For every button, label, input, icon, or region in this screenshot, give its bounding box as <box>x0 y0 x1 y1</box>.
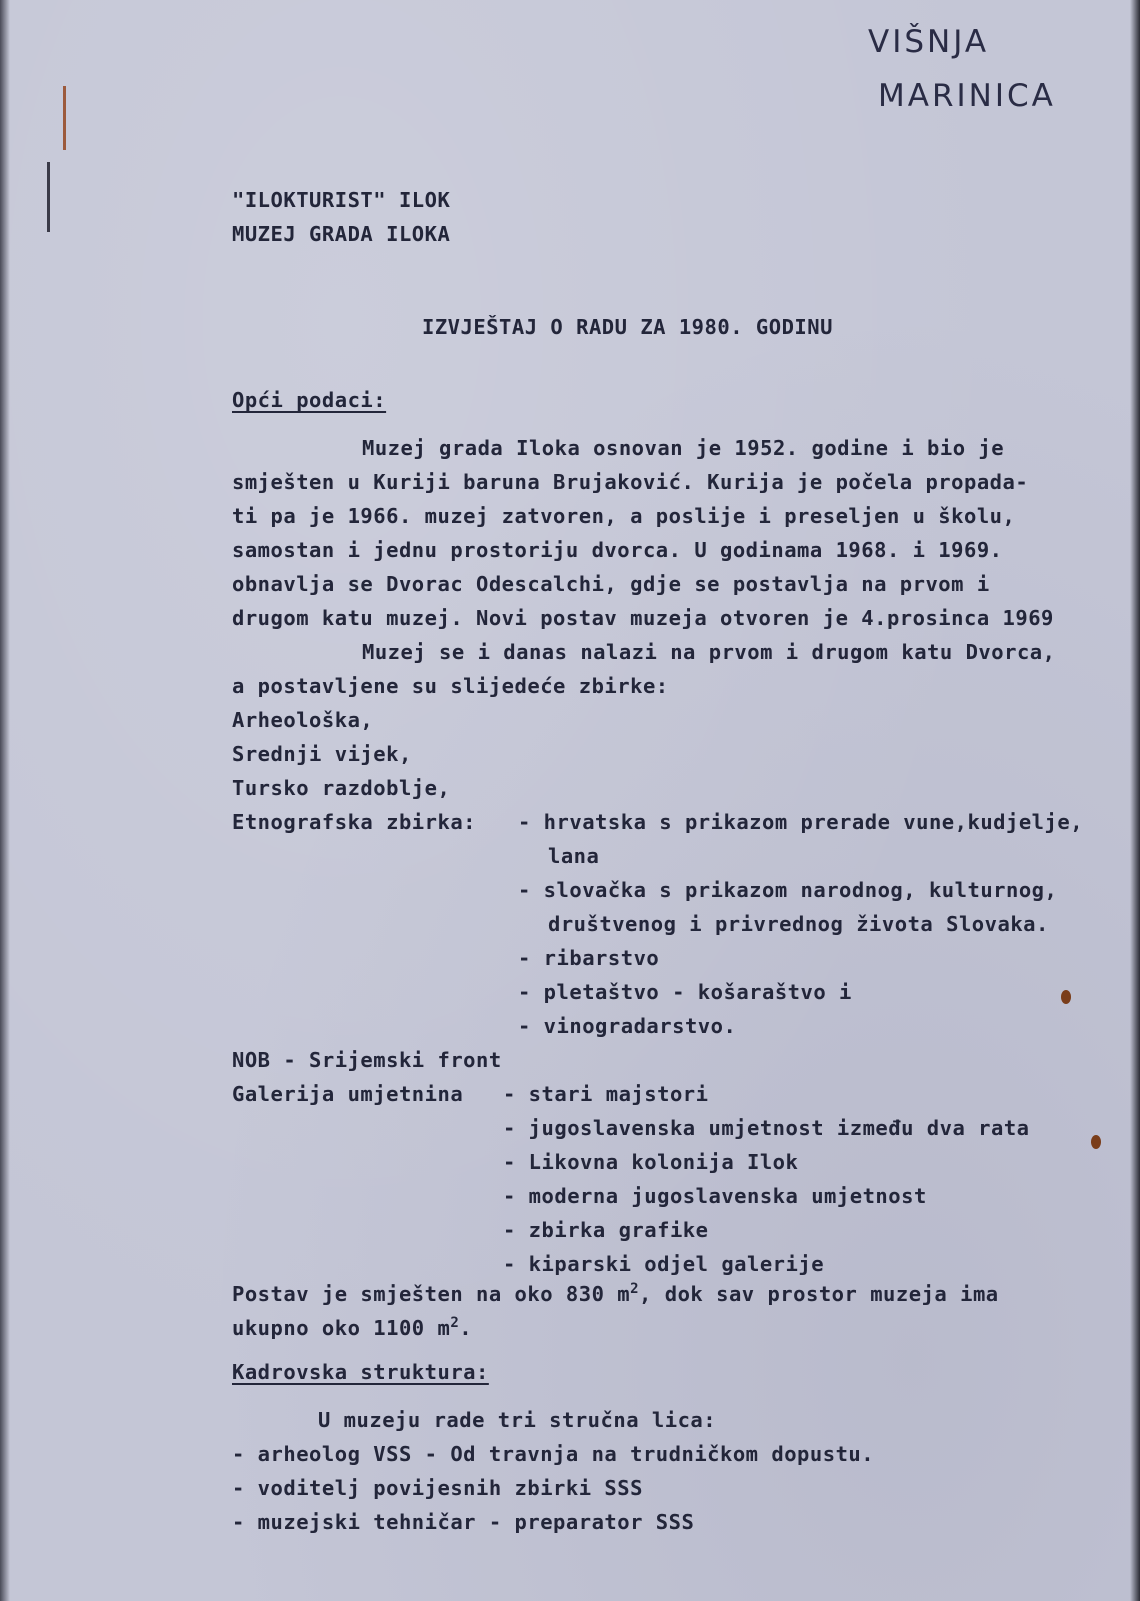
binder-mark-bottom <box>47 162 50 232</box>
ethnographic-subitem: lana <box>548 844 600 868</box>
collection-item: Srednji vijek, <box>232 742 412 766</box>
ink-spot <box>1091 1135 1101 1149</box>
collection-item: Arheološka, <box>232 708 374 732</box>
superscript-2: 2 <box>450 1315 460 1332</box>
ethnographic-subitem: društvenog i privrednog života Slovaka. <box>548 912 1049 936</box>
right-edge-shadow <box>1130 0 1140 1601</box>
superscript-2: 2 <box>630 1281 640 1298</box>
staff-item: - muzejski tehničar - preparator SSS <box>232 1510 695 1534</box>
paragraph-line: a postavljene su slijedeće zbirke: <box>232 674 669 698</box>
paragraph-line: drugom katu muzej. Novi postav muzeja otvoren je 4.prosinca 1969 <box>232 606 1054 630</box>
area-line-1-tail: , dok sav prostor muzeja ima <box>639 1282 999 1306</box>
staff-intro: U muzeju rade tri stručna lica: <box>318 1408 717 1432</box>
ethnographic-subitem: - hrvatska s prikazom prerade vune,kudjelje, <box>518 810 1084 834</box>
paragraph-line: samostan i jednu prostoriju dvorca. U godinama 1968. i 1969. <box>232 538 1003 562</box>
area-line-2-tail: . <box>459 1316 473 1340</box>
area-line-1-text: Postav je smješten na oko 830 m <box>232 1282 631 1306</box>
handwritten-note-line2: MARINICA <box>878 78 1056 114</box>
gallery-subitem: - jugoslavenska umjetnost između dva rata <box>503 1116 1030 1140</box>
area-line-2 <box>232 1316 472 1340</box>
binder-mark-top <box>63 86 66 150</box>
paragraph-line: Muzej se i danas nalazi na prvom i drugom katu Dvorca, <box>362 640 1056 664</box>
gallery-subitem: - zbirka grafike <box>503 1218 709 1242</box>
gallery-subitem: - moderna jugoslavenska umjetnost <box>503 1184 927 1208</box>
paragraph-line: obnavlja se Dvorac Odescalchi, gdje se postavlja na prvom i <box>232 572 990 596</box>
section-heading-staff: Kadrovska struktura: <box>232 1360 489 1384</box>
document-title: IZVJEŠTAJ O RADU ZA 1980. GODINU <box>422 315 833 339</box>
collection-item: Tursko razdoblje, <box>232 776 451 800</box>
organization-name: "ILOKTURIST" ILOK <box>232 188 451 212</box>
left-edge-shadow <box>0 0 10 1601</box>
collection-ethnographic-label: Etnografska zbirka: <box>232 810 476 834</box>
ethnographic-subitem: - slovačka s prikazom narodnog, kulturnog, <box>518 878 1058 902</box>
ethnographic-subitem: - pletaštvo - košaraštvo i <box>518 980 852 1004</box>
staff-item: - arheolog VSS - Od travnja na trudničkom dopustu. <box>232 1442 875 1466</box>
gallery-subitem: - Likovna kolonija Ilok <box>503 1150 799 1174</box>
section-heading-general: Opći podaci: <box>232 388 387 412</box>
gallery-subitem: - stari majstori <box>503 1082 709 1106</box>
museum-name: MUZEJ GRADA ILOKA <box>232 222 451 246</box>
ink-spot <box>1061 990 1071 1004</box>
area-line-2-text: ukupno oko 1100 m <box>232 1316 451 1340</box>
gallery-subitem: - kiparski odjel galerije <box>503 1252 825 1276</box>
paragraph-line: smješten u Kuriji baruna Brujaković. Kurija je počela propada- <box>232 470 1029 494</box>
ethnographic-subitem: - ribarstvo <box>518 946 660 970</box>
handwritten-note-line1: VIŠNJA <box>868 24 990 60</box>
area-line-1 <box>232 1282 999 1306</box>
ethnographic-subitem: - vinogradarstvo. <box>518 1014 737 1038</box>
paragraph-line: ti pa je 1966. muzej zatvoren, a poslije i preseljen u školu, <box>232 504 1016 528</box>
gallery-label: Galerija umjetnina <box>232 1082 464 1106</box>
paragraph-line: Muzej grada Iloka osnovan je 1952. godine i bio je <box>362 436 1005 460</box>
collection-item: NOB - Srijemski front <box>232 1048 502 1072</box>
staff-item: - voditelj povijesnih zbirki SSS <box>232 1476 643 1500</box>
